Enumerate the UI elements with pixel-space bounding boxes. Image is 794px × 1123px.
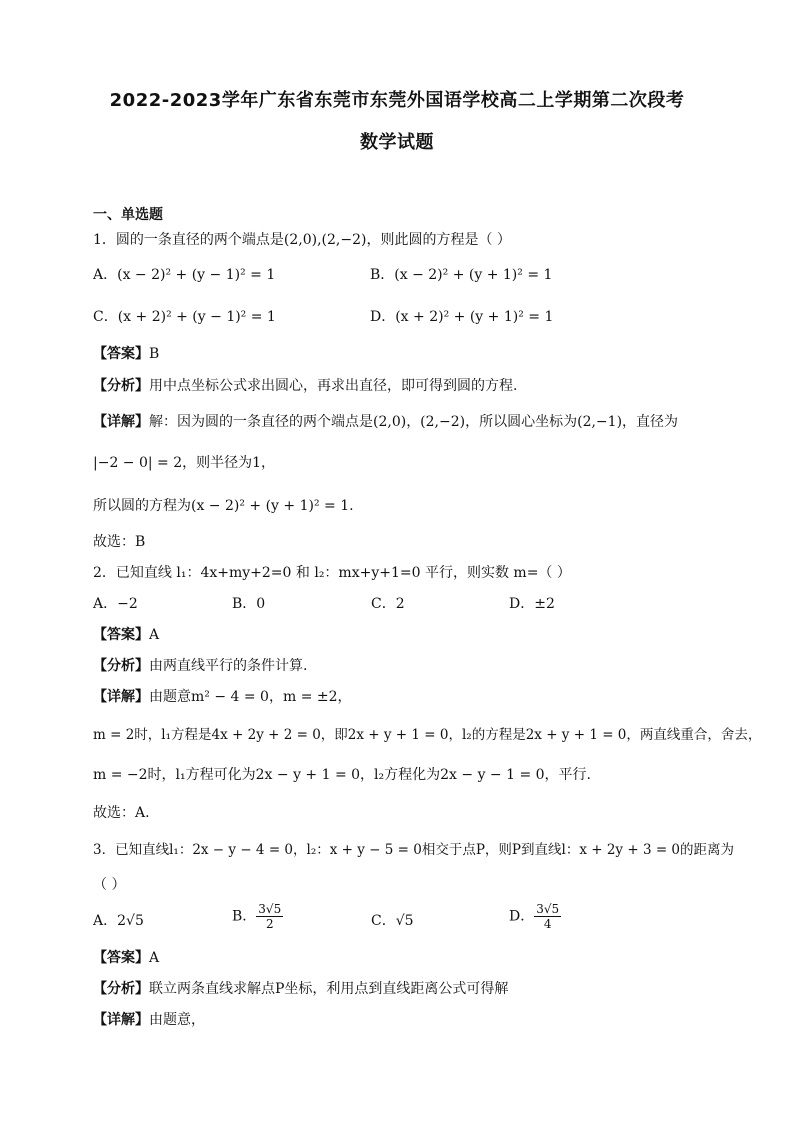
q2-answer-tag: 【答案】 [93,627,149,643]
q3-option-d-numerator: 3√5 [536,902,560,916]
q2-analysis-text: 由两直线平行的条件计算. [149,658,308,674]
q3-answer [93,947,159,967]
q1-option-d: D．(x + 2)² + (y + 1)² = 1 [370,309,554,325]
q1-option-b: B．(x − 2)² + (y + 1)² = 1 [370,267,553,283]
q1-stem: 1．圆的一条直径的两个端点是(2,0),(2,−2)，则此圆的方程是（ ） [93,232,511,248]
q1-answer [93,343,159,363]
q3-answer-tag: 【答案】 [93,950,149,966]
q3-detail-line1: 由题意， [149,1012,205,1028]
q1-detail [93,411,678,431]
q3-option-a-label: A． [93,913,118,929]
q3-detail [93,1009,205,1029]
q2-detail [93,686,352,706]
q1-detail-line1: 解：因为圆的一条直径的两个端点是(2,0)，(2,−2)，所以圆心坐标为(2,−1)，直径为 [149,414,679,430]
q3-analysis-text: 联立两条直线求解点P坐标，利用点到直线距离公式可得解 [149,981,509,997]
section-heading: 一、单选题 [93,207,163,223]
document-title: 2022-2023学年广东省东莞市东莞外国语学校高二上学期第二次段考 [109,90,685,111]
q1-analysis [93,375,517,395]
q3-analysis [93,978,508,998]
q1-detail-tag: 【详解】 [93,414,149,430]
q3-detail-tag: 【详解】 [93,1012,149,1028]
q2-analysis-tag: 【分析】 [93,658,149,674]
q2-answer [93,624,159,644]
q2-answer-value: A [149,627,160,643]
q3-option-b [232,902,283,931]
q3-option-a-value: 2√5 [117,913,144,929]
q3-option-d-denominator: 4 [543,917,552,931]
document-subtitle: 数学试题 [360,132,434,153]
q3-option-c [371,910,414,930]
q2-option-a: A．−2 [93,596,138,612]
q3-option-d-label: D． [509,908,535,925]
q2-detail-line2: m = 2时，l₁方程是4x + 2y + 2 = 0，即2x + y + 1 = 0，l₂的方程是2x + y + 1 = 0，两直线重合，舍去， [93,727,762,743]
q1-option-c: C．(x + 2)² + (y − 1)² = 1 [93,309,276,325]
q3-option-c-label: C． [371,913,396,929]
q1-detail-line3: 所以圆的方程为(x − 2)² + (y + 1)² = 1. [93,498,354,514]
q2-detail-tag: 【详解】 [93,689,149,705]
q2-option-d: D．±2 [509,596,555,612]
q2-option-c: C．2 [371,596,405,612]
q3-option-c-value: √5 [395,913,414,929]
q3-analysis-tag: 【分析】 [93,981,149,997]
q3-stem-bracket: （ ） [93,877,126,893]
q2-analysis [93,655,307,675]
q3-option-d [509,902,561,931]
q2-detail-line1: 由题意m² − 4 = 0，m = ±2， [149,689,352,705]
q2-detail-line3: m = −2时，l₁方程可化为2x − y + 1 = 0，l₂方程化为2x − y − 1 = 0，平行. [93,767,592,783]
q1-analysis-text: 用中点坐标公式求出圆心，再求出直径，即可得到圆的方程. [149,378,518,394]
q2-option-b: B．0 [232,596,266,612]
q1-analysis-tag: 【分析】 [93,378,149,394]
q3-stem: 3．已知直线l₁：2x − y − 4 = 0，l₂：x + y − 5 = 0相交于点P，则P到直线l：x + 2y + 3 = 0的距离为 [93,842,735,858]
q1-option-a: A．(x − 2)² + (y − 1)² = 1 [93,267,276,283]
q3-option-a [93,910,144,930]
q2-stem: 2．已知直线 l₁：4x+my+2=0 和 l₂：mx+y+1=0 平行，则实数 m=（ ） [93,565,571,581]
q3-option-b-numerator: 3√5 [258,902,282,916]
q1-choose: 故选：B [93,534,146,550]
q3-option-b-fraction [256,902,283,931]
q1-detail-line2: |−2 − 0| = 2，则半径为1， [93,455,276,471]
q1-answer-tag: 【答案】 [93,346,149,362]
q3-option-b-label: B． [232,908,257,925]
q1-answer-value: B [149,346,160,362]
q3-option-d-fraction [534,902,561,931]
q2-choose: 故选：A. [93,805,150,821]
q3-option-b-denominator: 2 [265,917,274,931]
q3-answer-value: A [149,950,160,966]
